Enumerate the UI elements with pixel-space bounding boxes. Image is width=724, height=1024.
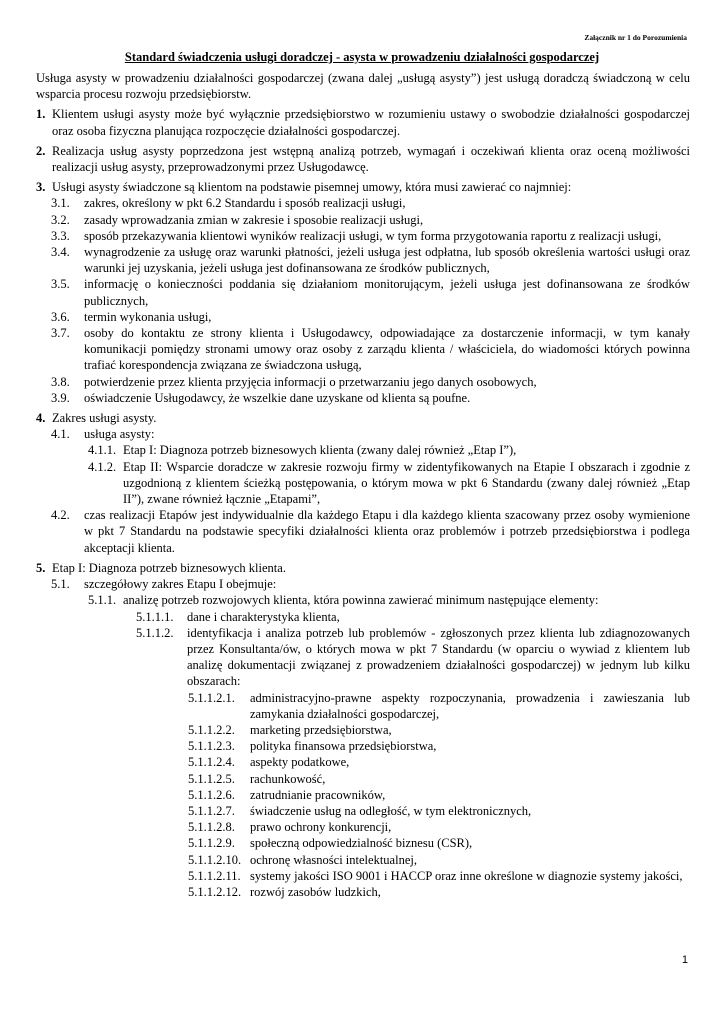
item-number: 5.1.1.2.9. bbox=[188, 836, 235, 851]
item-text: rozwój zasobów ludzkich, bbox=[250, 884, 381, 899]
item-number: 5.1.1.2.5. bbox=[188, 771, 235, 786]
item-text: administracyjno-prawne aspekty rozpoczynania, prowadzenia i zawieszania lub zamykania działalności gospodarczej, bbox=[250, 690, 690, 721]
list-item bbox=[36, 374, 690, 390]
item-number: 4.1. bbox=[51, 427, 70, 442]
item-number: 5.1.1.2.6. bbox=[188, 787, 235, 802]
list-item bbox=[36, 803, 690, 819]
item-text: zakres, określony w pkt 6.2 Standardu i sposób realizacji usługi, bbox=[84, 196, 406, 211]
list-item bbox=[36, 244, 690, 276]
item-text: aspekty podatkowe, bbox=[250, 755, 350, 770]
item-text: Etap I: Diagnoza potrzeb biznesowych klienta (zwany dalej również „Etap I”), bbox=[123, 443, 517, 458]
list-item bbox=[36, 390, 690, 406]
item-number: 3.3. bbox=[51, 228, 70, 243]
item-number: 5.1.1. bbox=[88, 593, 117, 608]
section-4 bbox=[36, 410, 690, 426]
item-text: zatrudnianie pracowników, bbox=[250, 787, 386, 802]
item-number: 5.1.1.2.3. bbox=[188, 739, 235, 754]
list-item bbox=[36, 276, 690, 308]
list-item bbox=[36, 507, 690, 556]
item-number: 3.8. bbox=[51, 374, 70, 389]
item-number: 5.1.1.2.12. bbox=[188, 884, 242, 899]
item-text: identyfikacja i analiza potrzeb lub problemów - zgłoszonych przez klienta lub zdiagnozowanych przez Konsultanta/ów, o których mowa w pkt 7 Standardu (w oparciu o wywiad z klientem lub analizę dokumentacji związanej z prowadzeniem działalności gospodarczej) w jednym lub kilku obszarach: bbox=[187, 625, 690, 689]
section-3 bbox=[36, 179, 690, 195]
item-text: termin wykonania usługi, bbox=[84, 309, 212, 324]
item-number: 3.5. bbox=[51, 277, 70, 292]
item-text: analizę potrzeb rozwojowych klienta, która powinna zawierać minimum następujące elementy: bbox=[123, 593, 599, 608]
section-2 bbox=[36, 143, 690, 175]
item-text: osoby do kontaktu ze strony klienta i Usługodawcy, odpowiadające za dostarczenie informacji, w tym kanały komunikacji pomiędzy stronami umowy oraz osoby z zarządu klienta / właściciela, do wiadomości których powinna trafiać korespondencja związana ze świadczona usługą, bbox=[84, 326, 690, 373]
item-number: 5.1. bbox=[51, 577, 70, 592]
list-item bbox=[36, 325, 690, 374]
item-text: społeczną odpowiedzialność biznesu (CSR), bbox=[250, 836, 473, 851]
item-number: 3.2. bbox=[51, 212, 70, 227]
section-number: 1. bbox=[36, 107, 46, 122]
list-item bbox=[36, 754, 690, 770]
item-number: 5.1.1.2.2. bbox=[188, 722, 235, 737]
item-number: 5.1.1.2. bbox=[136, 625, 174, 640]
list-item bbox=[36, 212, 690, 228]
item-text: ochronę własności intelektualnej, bbox=[250, 852, 417, 867]
item-text: dane i charakterystyka klienta, bbox=[187, 609, 340, 624]
item-number: 5.1.1.1. bbox=[136, 609, 174, 624]
item-number: 5.1.1.2.1. bbox=[188, 690, 235, 705]
section-text: Klientem usługi asysty może być wyłącznie przedsiębiorstwo w rozumieniu ustawy o swobodzie działalności gospodarczej oraz osoba fizyczna planująca rozpoczęcie działalności gospodarczej. bbox=[52, 107, 690, 138]
list-item bbox=[36, 426, 690, 442]
section-number: 2. bbox=[36, 143, 46, 158]
list-item bbox=[36, 609, 690, 625]
section-number: 4. bbox=[36, 411, 46, 426]
list-item bbox=[36, 738, 690, 754]
section-1 bbox=[36, 106, 690, 138]
item-text: świadczenie usług na odległość, w tym elektronicznych, bbox=[250, 803, 532, 818]
item-number: 3.4. bbox=[51, 245, 70, 260]
list-item bbox=[36, 442, 690, 458]
list-item bbox=[36, 625, 690, 690]
section-text: Etap I: Diagnoza potrzeb biznesowych klienta. bbox=[52, 560, 286, 575]
item-text: oświadczenie Usługodawcy, że wszelkie dane uzyskane od klienta są poufne. bbox=[84, 390, 471, 405]
list-item bbox=[36, 771, 690, 787]
item-text: zasady wprowadzania zmian w zakresie i sposobie realizacji usługi, bbox=[84, 212, 424, 227]
list-item bbox=[36, 690, 690, 722]
document-title: Standard świadczenia usługi doradczej - asysta w prowadzeniu działalności gospodarczej bbox=[124, 50, 600, 64]
list-item bbox=[36, 592, 690, 608]
item-number: 3.6. bbox=[51, 309, 70, 324]
item-text: marketing przedsiębiorstwa, bbox=[250, 722, 392, 737]
item-number: 4.1.1. bbox=[88, 443, 117, 458]
item-number: 5.1.1.2.10. bbox=[188, 852, 242, 867]
section-number: 3. bbox=[36, 180, 46, 195]
list-item bbox=[36, 835, 690, 851]
item-text: rachunkowość, bbox=[250, 771, 326, 786]
list-item bbox=[36, 787, 690, 803]
page-number: 1 bbox=[681, 954, 688, 966]
item-text: usługa asysty: bbox=[84, 427, 155, 442]
list-item bbox=[36, 195, 690, 211]
annex-label: Załącznik nr 1 do Porozumienia bbox=[584, 33, 687, 42]
list-item bbox=[36, 852, 690, 868]
item-number: 5.1.1.2.7. bbox=[188, 803, 235, 818]
item-text: prawo ochrony konkurencji, bbox=[250, 820, 392, 835]
intro-paragraph: Usługa asysty w prowadzeniu działalności gospodarczej (zwana dalej „usługą asysty”) jest usługą doradczą świadczoną w celu wsparcia procesu rozwoju przedsiębiorstw. bbox=[36, 71, 690, 102]
item-number: 5.1.1.2.4. bbox=[188, 755, 235, 770]
list-item bbox=[36, 459, 690, 508]
section-text: Usługi asysty świadczone są klientom na podstawie pisemnej umowy, która musi zawierać co najmniej: bbox=[52, 180, 572, 195]
item-number: 5.1.1.2.8. bbox=[188, 820, 235, 835]
list-item bbox=[36, 228, 690, 244]
item-text: informację o konieczności poddania się działaniom monitorującym, jeżeli usługa jest dofinansowana ze środków publicznych, bbox=[84, 277, 690, 308]
list-item bbox=[36, 868, 690, 884]
section-text: Zakres usługi asysty. bbox=[52, 411, 157, 426]
item-text: sposób przekazywania klientowi wyników realizacji usługi, w tym forma przygotowania raportu z realizacji usługi, bbox=[84, 228, 662, 243]
document-body bbox=[36, 70, 690, 900]
item-number: 4.1.2. bbox=[88, 459, 117, 474]
section-5 bbox=[36, 560, 690, 576]
list-item bbox=[36, 819, 690, 835]
item-text: szczegółowy zakres Etapu I obejmuje: bbox=[84, 577, 277, 592]
item-text: czas realizacji Etapów jest indywidualnie dla każdego Etapu i dla każdego klienta szacowany przez osoby wymienione w pkt 7 Standardu na podstawie specyfiki działalności klienta oraz problemów i potrzeb przedsiębiorstwa i podlega akceptacji klienta. bbox=[84, 508, 690, 555]
list-item bbox=[36, 722, 690, 738]
item-number: 3.1. bbox=[51, 196, 70, 211]
item-text: systemy jakości ISO 9001 i HACCP oraz inne określone w diagnozie systemy jakości, bbox=[250, 868, 683, 883]
section-number: 5. bbox=[36, 560, 46, 575]
item-text: Etap II: Wsparcie doradcze w zakresie rozwoju firmy w zidentyfikowanych na Etapie I obszarach i zgodnie z uzgodnioną z klientem ścieżką postępowania, o którym mowa w pkt 6 Standardu (zwany dalej również „Etap II”), zwane również łącznie „Etapami”, bbox=[123, 459, 690, 507]
section-text: Realizacja usług asysty poprzedzona jest wstępną analizą potrzeb, wymagań i oczekiwań klienta oraz oceną możliwości realizacji usług asysty, przeprowadzonymi przez Usługodawcę. bbox=[52, 143, 690, 175]
item-number: 5.1.1.2.11. bbox=[188, 868, 241, 883]
item-text: polityka finansowa przedsiębiorstwa, bbox=[250, 739, 437, 754]
item-number: 3.7. bbox=[51, 326, 70, 341]
list-item bbox=[36, 309, 690, 325]
list-item bbox=[36, 576, 690, 592]
item-number: 4.2. bbox=[51, 508, 70, 523]
item-number: 3.9. bbox=[51, 390, 70, 405]
item-text: potwierdzenie przez klienta przyjęcia informacji o przetwarzaniu jego danych osobowych, bbox=[84, 374, 537, 389]
list-item bbox=[36, 884, 690, 900]
item-text: wynagrodzenie za usługę oraz warunki płatności, jeżeli usługa jest odpłatna, lub sposób określenia wartości usługi oraz warunki jej uzyskania, jeżeli usługa jest dofinansowana ze środków publicznych, bbox=[84, 245, 690, 276]
